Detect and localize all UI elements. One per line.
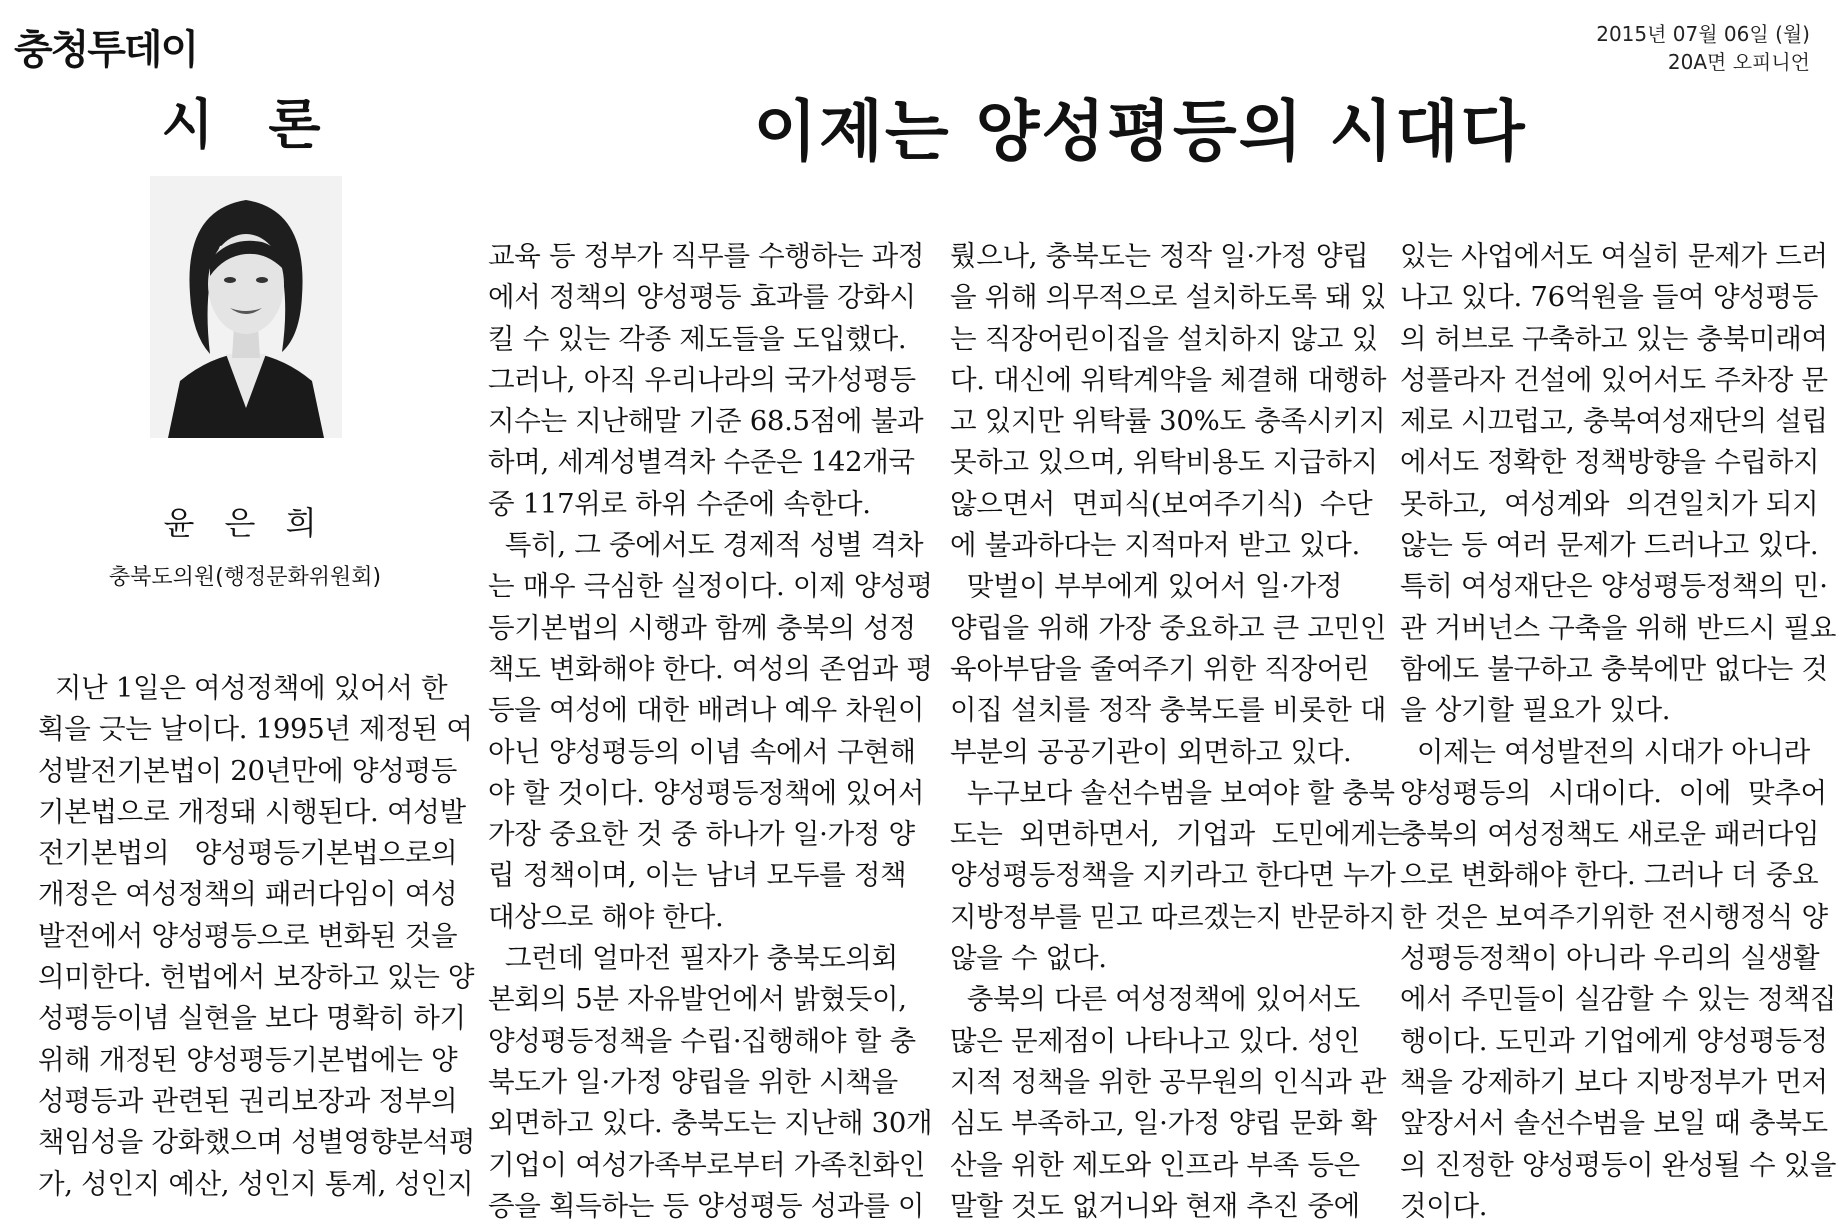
article-line: 가장 중요한 것 중 하나가 일·가정 양 bbox=[488, 818, 915, 851]
article-line: 충북의 여성정책도 새로운 패러다임 bbox=[1400, 818, 1820, 851]
article-line: 성평등과 관련된 권리보장과 정부의 bbox=[38, 1084, 458, 1117]
article-line: 지적 정책을 위한 공무원의 인식과 관 bbox=[950, 1065, 1387, 1098]
author-name: 윤 은 희 bbox=[163, 504, 327, 542]
article-line: 말할 것도 없거니와 현재 추진 중에 bbox=[950, 1189, 1360, 1222]
article-line: 한 것은 보여주기위한 전시행정식 양 bbox=[1400, 900, 1828, 933]
article-line: 앞장서서 솔선수범을 보일 때 충북도 bbox=[1400, 1107, 1828, 1140]
article-line: 획을 긋는 날이다. 1995년 제정된 여 bbox=[38, 713, 473, 746]
article-line: 나고 있다. 76억원을 들여 양성평등 bbox=[1400, 281, 1819, 314]
article-line: 본회의 5분 자유발언에서 밝혔듯이, bbox=[488, 983, 907, 1016]
article-line: 고 있지만 위탁률 30%도 충족시키지 bbox=[950, 405, 1386, 438]
article-line: 관 거버넌스 구축을 위해 반드시 필요 bbox=[1400, 611, 1836, 644]
article-line: 이제는 여성발전의 시대가 아니라 bbox=[1400, 735, 1810, 768]
author-photo bbox=[150, 176, 342, 438]
article-line: 책임성을 강화했으며 성별영향분석평 bbox=[38, 1126, 476, 1159]
article-line: 지수는 지난해말 기준 68.5점에 불과 bbox=[488, 405, 924, 438]
article-line: 아닌 양성평등의 이념 속에서 구현해 bbox=[488, 735, 916, 768]
article-line: 않는 등 여러 문제가 드러나고 있다. bbox=[1400, 529, 1819, 562]
article-line: 성평등이념 실현을 보다 명확히 하기 bbox=[38, 1002, 466, 1035]
article-line: 함에도 불구하고 충북에만 없다는 것 bbox=[1400, 652, 1828, 685]
headline: 이제는 양성평등의 시대다 bbox=[753, 93, 1527, 170]
article-line: 양성평등정책을 지키라고 한다면 누가 bbox=[950, 859, 1396, 892]
article-line: 을 위해 의무적으로 설치하도록 돼 있 bbox=[950, 281, 1387, 314]
article-line: 도는 외면하면서, 기업과 도민에게는 bbox=[950, 818, 1404, 851]
article-line: 대상으로 해야 한다. bbox=[488, 900, 724, 933]
article-line: 등기본법의 시행과 함께 충북의 성정 bbox=[488, 611, 916, 644]
article-line: 다. 대신에 위탁계약을 체결해 대행하 bbox=[950, 363, 1387, 396]
article-line: 심도 부족하고, 일·가정 양립 문화 확 bbox=[950, 1107, 1377, 1140]
article-line: 가, 성인지 예산, 성인지 통계, 성인지 bbox=[38, 1167, 474, 1200]
article-line: 에서 정책의 양성평등 효과를 강화시 bbox=[488, 281, 916, 314]
article-line: 부분의 공공기관이 외면하고 있다. bbox=[950, 735, 1352, 768]
article-line: 맞벌이 부부에게 있어서 일·가정 bbox=[950, 570, 1343, 603]
article-line: 성플라자 건설에 있어서도 주차장 문 bbox=[1400, 363, 1828, 396]
article-line: 에서도 정확한 정책방향을 수립하지 bbox=[1400, 446, 1820, 479]
article-line: 전기본법의 양성평등기본법으로의 bbox=[38, 837, 458, 870]
article-line: 이집 설치를 정작 충북도를 비롯한 대 bbox=[950, 694, 1387, 727]
article-line: 의 허브로 구축하고 있는 충북미래여 bbox=[1400, 322, 1828, 355]
article-line: 립 정책이며, 이는 남녀 모두를 정책 bbox=[488, 859, 907, 892]
article-line: 양성평등의 시대이다. 이에 맞추어 bbox=[1400, 776, 1827, 809]
article-line: 발전에서 양성평등으로 변화된 것을 bbox=[38, 919, 458, 952]
article-line: 육아부담을 줄여주기 위한 직장어린 bbox=[950, 652, 1370, 685]
article-line: 않으면서 면피식(보여주기식) 수단 bbox=[950, 487, 1373, 520]
article-line: 행이다. 도민과 기업에게 양성평등정 bbox=[1400, 1024, 1828, 1057]
article-line: 성발전기본법이 20년만에 양성평등 bbox=[38, 754, 457, 787]
article-line: 등을 여성에 대한 배려나 예우 차원이 bbox=[488, 694, 925, 727]
article-line: 제로 시끄럽고, 충북여성재단의 설립 bbox=[1400, 405, 1828, 438]
publication-name: 충청투데이 bbox=[14, 27, 198, 73]
article-line: 교육 등 정부가 직무를 수행하는 과정 bbox=[488, 240, 925, 272]
article-line: 기업이 여성가족부로부터 가족친화인 bbox=[488, 1148, 926, 1181]
article-line: 책도 변화해야 한다. 여성의 존엄과 평 bbox=[488, 652, 933, 685]
article-line: 성평등정책이 아니라 우리의 실생활 bbox=[1400, 942, 1820, 975]
article-line: 않을 수 없다. bbox=[950, 942, 1107, 975]
article-line: 을 상기할 필요가 있다. bbox=[1400, 694, 1671, 727]
article-line: 지방정부를 믿고 따르겠는지 반문하지 bbox=[950, 900, 1396, 933]
article-line: 특히 여성재단은 양성평등정책의 민· bbox=[1400, 570, 1828, 603]
column-label: 시 론 bbox=[161, 93, 339, 156]
article-column-3 bbox=[950, 236, 1404, 1227]
article-line: 야 할 것이다. 양성평등정책에 있어서 bbox=[488, 776, 925, 809]
article-line: 충북의 다른 여성정책에 있어서도 bbox=[950, 983, 1360, 1016]
article-column-4 bbox=[1400, 236, 1836, 1227]
article-line: 것이다. bbox=[1400, 1189, 1488, 1222]
article-column-2 bbox=[488, 236, 933, 1227]
author-affiliation: 충북도의원(행정문화위원회) bbox=[108, 565, 382, 590]
issue-date: 2015년 07월 06일 (월) bbox=[1596, 22, 1810, 46]
article-line: 지난 1일은 여성정책에 있어서 한 bbox=[38, 672, 448, 704]
article-line: 는 직장어린이집을 설치하지 않고 있 bbox=[950, 322, 1378, 355]
page-section: 20A면 오피니언 bbox=[1667, 50, 1810, 74]
article-line: 누구보다 솔선수범을 보여야 할 충북 bbox=[950, 776, 1395, 809]
article-column-1 bbox=[38, 668, 476, 1205]
article-line: 못하고, 여성계와 의견일치가 되지 bbox=[1400, 487, 1819, 520]
article-line: 의미한다. 헌법에서 보장하고 있는 양 bbox=[38, 961, 475, 994]
article-line: 위해 개정된 양성평등기본법에는 양 bbox=[38, 1043, 458, 1076]
article-line: 증을 획득하는 등 양성평등 성과를 이 bbox=[488, 1189, 925, 1222]
article-line: 양립을 위해 가장 중요하고 큰 고민인 bbox=[950, 611, 1387, 644]
article-line: 뤘으나, 충북도는 정작 일·가정 양립 bbox=[950, 240, 1369, 272]
article-line: 에서 주민들이 실감할 수 있는 정책집 bbox=[1400, 983, 1836, 1016]
article-line: 많은 문제점이 나타나고 있다. 성인 bbox=[950, 1024, 1360, 1057]
article-line: 는 매우 극심한 실정이다. 이제 양성평 bbox=[488, 570, 933, 603]
article-line: 하며, 세계성별격차 수준은 142개국 bbox=[488, 446, 915, 479]
article-line: 그런데 얼마전 필자가 충북도의회 bbox=[488, 942, 898, 975]
article-line: 특히, 그 중에서도 경제적 성별 격차 bbox=[488, 529, 924, 562]
article-line: 킬 수 있는 각종 제도들을 도입했다. bbox=[488, 322, 907, 355]
article-line: 의 진정한 양성평등이 완성될 수 있을 bbox=[1400, 1148, 1836, 1181]
author-portrait-image bbox=[150, 176, 342, 438]
article-line: 외면하고 있다. 충북도는 지난해 30개 bbox=[488, 1107, 933, 1140]
article-line: 으로 변화해야 한다. 그러나 더 중요 bbox=[1400, 859, 1819, 892]
article-line: 양성평등정책을 수립·집행해야 할 충 bbox=[488, 1024, 916, 1057]
article-line: 그러나, 아직 우리나라의 국가성평등 bbox=[488, 363, 916, 396]
article-line: 못하고 있으며, 위탁비용도 지급하지 bbox=[950, 446, 1378, 479]
article-line: 책을 강제하기 보다 지방정부가 먼저 bbox=[1400, 1065, 1828, 1098]
article-line: 산을 위한 제도와 인프라 부족 등은 bbox=[950, 1148, 1360, 1181]
article-line: 에 불과하다는 지적마저 받고 있다. bbox=[950, 529, 1360, 562]
article-line: 기본법으로 개정돼 시행된다. 여성발 bbox=[38, 795, 466, 828]
article-line: 개정은 여성정책의 패러다임이 여성 bbox=[38, 878, 458, 911]
article-line: 있는 사업에서도 여실히 문제가 드러 bbox=[1400, 240, 1828, 272]
article-line: 북도가 일·가정 양립을 위한 시책을 bbox=[488, 1065, 898, 1098]
article-line: 중 117위로 하위 수준에 속한다. bbox=[488, 487, 871, 520]
masthead-meta bbox=[1596, 20, 1810, 76]
